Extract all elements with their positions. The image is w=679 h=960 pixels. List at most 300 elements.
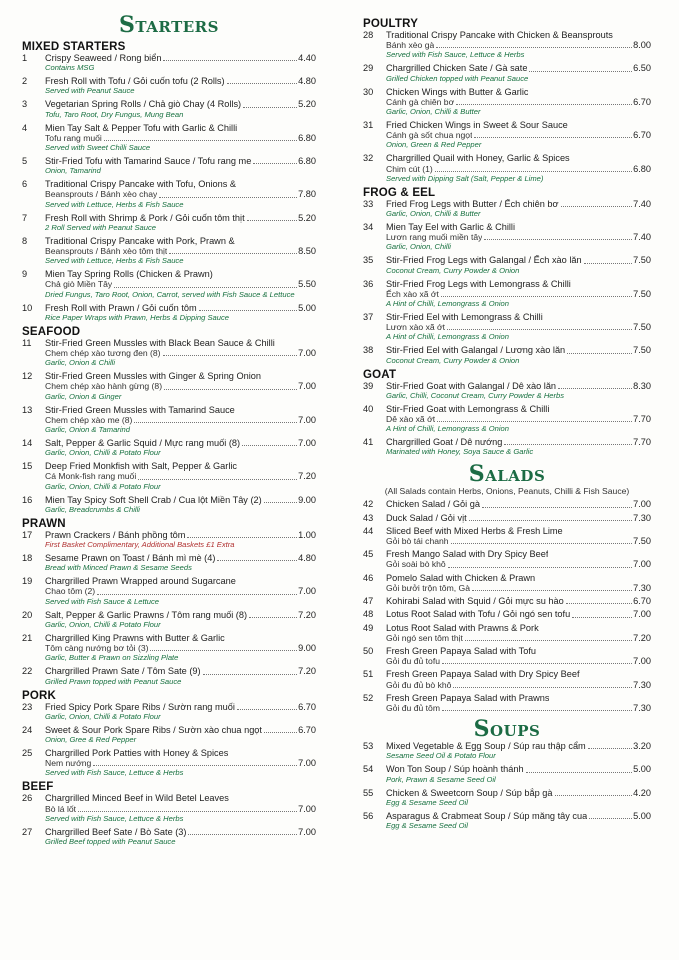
item-description: Garlic, Onion, Chilli & Potato Flour: [45, 481, 161, 491]
dot-leader: [453, 686, 632, 688]
dot-leader: [249, 616, 297, 618]
item-name: Fresh Green Papaya Salad with Tofu: [386, 645, 536, 656]
salads-list: [363, 499, 651, 713]
menu-item: [363, 513, 651, 523]
menu-item: [363, 669, 651, 689]
item-number: 8: [22, 235, 28, 246]
menu-item: [363, 120, 651, 149]
item-number: 19: [22, 576, 33, 587]
dot-leader: [435, 170, 632, 172]
item-number: 37: [363, 312, 374, 323]
item-line: [45, 438, 316, 448]
dot-leader: [199, 309, 297, 311]
item-price: 8.30: [633, 380, 651, 391]
item-number: 21: [22, 632, 33, 643]
item-price: 7.00: [633, 656, 651, 667]
item-number: 29: [363, 63, 374, 74]
item-price: 4.80: [298, 76, 316, 87]
item-price: 5.00: [298, 302, 316, 313]
item-name: Chargrilled Prawn Wrapped around Sugarcane: [45, 576, 236, 587]
item-price: 8.00: [633, 40, 651, 51]
menu-item: [22, 269, 316, 298]
item-line: [45, 748, 316, 758]
item-name: Stir-Fried Eel with Galangal / Lương xào lăn: [386, 345, 566, 356]
item-number: 12: [22, 371, 33, 382]
menu-item: [22, 179, 316, 208]
item-description: Sesame Seed Oil & Potato Flour: [386, 751, 496, 761]
item-name: Asparagus & Crabmeat Soup / Súp măng tây cua: [386, 810, 588, 821]
right-column: [363, 0, 651, 834]
item-price: 6.70: [633, 130, 651, 141]
item-description: A Hint of Chilli, Lemongrass & Onion: [386, 299, 509, 309]
item-body: [45, 303, 316, 322]
menu-item: [22, 553, 316, 572]
dot-leader: [93, 764, 297, 766]
item-description: Onion, Gree & Red Pepper: [45, 734, 137, 744]
item-line: [45, 666, 316, 676]
item-vietnamese-name: Chả giò Miền Tây: [45, 279, 113, 290]
item-description: Served with Sweet Chilli Sauce: [45, 143, 151, 153]
item-price: 7.00: [298, 586, 316, 597]
item-body: [45, 99, 316, 118]
item-line: [386, 788, 651, 798]
item-line: [386, 583, 651, 593]
menu-item: [22, 303, 316, 322]
item-vietnamese-name: Nem nướng: [45, 758, 92, 769]
item-number: 50: [363, 645, 374, 656]
item-name: Chargrilled Quail with Honey, Garlic & Spices: [386, 153, 570, 164]
item-number: 26: [22, 793, 33, 804]
item-vietnamese-name: Beansprouts / Bánh xèo tôm thịt: [45, 246, 168, 257]
item-vietnamese-name: Gỏi ngó sen tôm thịt: [386, 632, 463, 643]
menu-item: [22, 666, 316, 685]
item-price: 7.50: [633, 288, 651, 299]
item-number: 23: [22, 701, 33, 712]
item-body: [386, 381, 651, 400]
item-description: Pork, Prawn & Sesame Seed Oil: [386, 774, 496, 784]
menu-item: [22, 236, 316, 265]
menu-item: [363, 30, 651, 59]
item-number: 14: [22, 438, 33, 449]
item-body: [386, 741, 651, 760]
menu-item: [363, 199, 651, 218]
item-name: Chargrilled Minced Beef in Wild Betel Leaves: [45, 793, 229, 804]
item-number: 30: [363, 86, 374, 97]
menu-item: [22, 76, 316, 95]
item-price: 7.70: [633, 437, 651, 448]
item-line: [45, 338, 316, 348]
item-description: Onion, Green & Red Pepper: [386, 140, 482, 150]
item-number: 7: [22, 212, 28, 223]
dot-leader: [169, 252, 297, 254]
item-description: Garlic, Onion, Chilli: [386, 242, 451, 252]
dot-leader: [253, 162, 297, 164]
item-description: Garlic, Onion & Chilli: [45, 358, 116, 368]
item-line: [386, 222, 651, 232]
item-number: 11: [22, 337, 32, 348]
dot-leader: [264, 501, 297, 503]
item-vietnamese-name: Ếch xào xã ớt: [386, 288, 439, 299]
item-body: [45, 338, 316, 367]
menu-item: [363, 693, 651, 713]
item-body: [45, 748, 316, 777]
item-line: [386, 153, 651, 163]
beef-list: [22, 793, 316, 846]
item-number: 51: [363, 669, 374, 680]
item-description: Served with Dipping Salt (Salt, Pepper & Lime): [386, 173, 544, 183]
item-line: [386, 345, 651, 355]
item-number: 17: [22, 529, 33, 540]
item-line: [386, 120, 651, 130]
menu-item: [363, 741, 651, 760]
item-number: 15: [22, 461, 33, 472]
seafood-list: [22, 338, 316, 514]
item-line: [386, 526, 651, 536]
item-line: [386, 609, 651, 619]
item-name: Chargrilled Beef Sate / Bò Sate (3): [45, 826, 187, 837]
item-line: [45, 213, 316, 223]
dot-leader: [558, 387, 632, 389]
item-number: 10: [22, 302, 33, 313]
item-price: 5.00: [633, 810, 651, 821]
item-vietnamese-name: Dê xào xã ớt: [386, 414, 436, 425]
item-description: Grilled Prawn topped with Peanut Sauce: [45, 676, 182, 686]
item-description: Dried Fungus, Taro Root, Onion, Carrot, served with Fish Sauce & Lettuce: [45, 289, 295, 299]
item-number: 36: [363, 278, 374, 289]
dot-leader: [442, 662, 632, 664]
item-line: [45, 303, 316, 313]
item-line: [386, 680, 651, 690]
item-price: 1.00: [298, 529, 316, 540]
item-price: 5.00: [633, 764, 651, 775]
item-price: 7.00: [298, 414, 316, 425]
item-line: [386, 289, 651, 299]
item-line: [45, 793, 316, 803]
item-name: Mien Tay Spring Rolls (Chicken & Prawn): [45, 269, 213, 280]
item-name: Mien Tay Spicy Soft Shell Crab / Cua lột Miền Tây (2): [45, 494, 262, 505]
item-body: [45, 269, 316, 298]
item-price: 7.40: [633, 232, 651, 243]
item-name: Mien Tay Eel with Garlic & Chilli: [386, 222, 516, 233]
item-description: Onion, Tamarind: [45, 166, 101, 176]
menu-item: [363, 153, 651, 182]
item-name: Traditional Crispy Pancake with Chicken & Beansprouts: [386, 30, 613, 40]
item-body: [386, 526, 651, 546]
item-line: [386, 130, 651, 140]
item-number: 45: [363, 549, 374, 560]
dot-leader: [97, 593, 297, 595]
item-description: Garlic, Onion, Chilli & Potato Flour: [45, 619, 161, 629]
item-vietnamese-name: Tofu rang muối: [45, 132, 102, 143]
item-price: 7.20: [298, 471, 316, 482]
item-line: [386, 764, 651, 774]
item-description: Egg & Sesame Seed Oil: [386, 797, 468, 807]
menu-item: [22, 748, 316, 777]
item-price: 7.50: [633, 322, 651, 333]
item-name: Crispy Seaweed / Rong biển: [45, 53, 162, 63]
item-name: Prawn Crackers / Bánh phồng tôm: [45, 529, 186, 540]
item-body: [386, 811, 651, 830]
dot-leader: [436, 46, 632, 48]
item-line: [386, 811, 651, 821]
item-price: 7.20: [298, 609, 316, 620]
dot-leader: [104, 139, 297, 141]
item-number: 44: [363, 525, 374, 536]
soups-list: [363, 741, 651, 830]
menu-item: [363, 549, 651, 569]
item-number: 3: [22, 99, 28, 110]
dot-leader: [264, 731, 297, 733]
menu-item: [22, 338, 316, 367]
item-description: Garlic, Breadcrumbs & Chilli: [45, 504, 140, 514]
item-line: [386, 164, 651, 174]
item-vietnamese-name: Chem chép xào tương đen (8): [45, 348, 161, 359]
item-price: 7.00: [298, 348, 316, 359]
item-name: Stir-Fried Green Mussles with Black Bean Sauce & Chilli: [45, 337, 275, 348]
item-line: [45, 702, 316, 712]
item-vietnamese-name: Tôm càng nướng bơ tỏi (3): [45, 643, 149, 654]
item-price: 7.00: [633, 609, 651, 620]
item-line: [45, 348, 316, 358]
dot-leader: [163, 59, 297, 61]
item-price: 7.00: [298, 381, 316, 392]
item-name: Stir-Fried Eel with Lemongrass & Chilli: [386, 312, 543, 323]
section-prawn: PRAWN: [22, 517, 66, 530]
menu-item: [363, 345, 651, 364]
item-price: 7.00: [298, 826, 316, 837]
item-vietnamese-name: Gỏi soài bò khô: [386, 559, 446, 570]
dot-leader: [482, 506, 632, 508]
item-body: [386, 549, 651, 569]
item-description: Grilled Chicken topped with Peanut Sauce: [386, 73, 529, 83]
dot-leader: [442, 709, 632, 711]
item-name: Sesame Prawn on Toast / Bánh mì mè (4): [45, 553, 216, 564]
item-price: 7.20: [633, 632, 651, 643]
frog-eel-list: [363, 199, 651, 365]
menu-item: [363, 788, 651, 807]
item-vietnamese-name: Lươn xào xã ớt: [386, 322, 446, 333]
item-number: 34: [363, 222, 374, 233]
item-number: 2: [22, 76, 28, 87]
item-name: Fresh Roll with Tofu / Gỏi cuốn tofu (2 Rolls): [45, 76, 225, 87]
dot-leader: [237, 708, 297, 710]
item-price: 9.00: [298, 494, 316, 505]
item-line: [45, 53, 316, 63]
item-description: Garlic, Onion, Chilli & Butter: [386, 107, 481, 117]
item-name: Stir-Fried Tofu with Tamarind Sauce / Tofu rang me: [45, 156, 252, 167]
item-name: Fresh Roll with Prawn / Gỏi cuốn tôm: [45, 302, 197, 313]
item-description: Rice Paper Wraps with Prawn, Herbs & Dipping Sauce: [45, 312, 230, 322]
item-line: [386, 97, 651, 107]
dot-leader: [150, 649, 297, 651]
item-number: 5: [22, 156, 28, 167]
dot-leader: [504, 443, 632, 445]
item-price: 7.00: [633, 499, 651, 510]
item-vietnamese-name: Gỏi đu đủ tofu: [386, 656, 440, 667]
item-description: Garlic, Onion & Tamarind: [45, 425, 130, 435]
item-line: [45, 189, 316, 199]
item-number: 4: [22, 122, 28, 133]
menu-item: [363, 646, 651, 666]
item-name: Fresh Green Papaya Salad with Dry Spicy Beef: [386, 669, 580, 680]
goat-list: [363, 381, 651, 457]
item-body: [386, 596, 651, 606]
item-line: [45, 269, 316, 279]
item-name: Fried Chicken Wings in Sweet & Sour Sauce: [386, 120, 568, 131]
item-name: Chicken Salad / Gỏi gà: [386, 499, 480, 510]
menu-item: [22, 576, 316, 605]
item-description: Served with Fish Sauce, Lettuce & Herbs: [386, 50, 525, 60]
item-number: 20: [22, 609, 33, 620]
item-number: 42: [363, 499, 374, 510]
item-name: Sweet & Sour Pork Spare Ribs / Sườn xào chua ngọt: [45, 724, 262, 735]
item-body: [45, 438, 316, 457]
item-number: 56: [363, 810, 374, 821]
item-price: 7.00: [298, 803, 316, 814]
item-description: Garlic, Butter & Prawn on Sizzling Plate: [45, 653, 179, 663]
dot-leader: [188, 833, 297, 835]
item-number: 31: [363, 120, 374, 131]
menu-item: [363, 609, 651, 619]
item-line: [45, 405, 316, 415]
item-line: [386, 646, 651, 656]
item-price: 6.70: [633, 96, 651, 107]
item-name: Lotus Root Salad with Tofu / Gỏi ngó sen tofu: [386, 609, 571, 620]
item-line: [386, 656, 651, 666]
item-body: [386, 153, 651, 182]
item-line: [386, 40, 651, 50]
item-price: 5.20: [298, 99, 316, 110]
item-line: [386, 322, 651, 332]
menu-item: [363, 381, 651, 400]
item-body: [386, 120, 651, 149]
dot-leader: [242, 444, 297, 446]
item-line: [45, 76, 316, 86]
item-number: 33: [363, 198, 374, 209]
item-number: 54: [363, 764, 374, 775]
item-number: 48: [363, 609, 374, 620]
item-body: [45, 213, 316, 232]
menu-item: [22, 633, 316, 662]
item-name: Salt, Pepper & Garlic Squid / Mực rang muối (8): [45, 438, 241, 449]
item-number: 53: [363, 741, 374, 752]
item-line: [45, 633, 316, 643]
menu-item: [363, 87, 651, 116]
item-name: Mixed Vegetable & Egg Soup / Súp rau thập cẩm: [386, 741, 586, 752]
section-seafood: SEAFOOD: [22, 325, 81, 338]
item-price: 7.00: [298, 438, 316, 449]
menu-item: [22, 461, 316, 490]
item-body: [386, 255, 651, 274]
poultry-list: [363, 30, 651, 183]
item-name: Stir-Fried Goat with Lemongrass & Chilli: [386, 403, 550, 414]
item-price: 4.20: [633, 787, 651, 798]
item-body: [386, 63, 651, 82]
item-description: First Basket Complimentary, Additional Baskets £1 Extra: [45, 540, 235, 550]
item-body: [45, 405, 316, 434]
item-number: 27: [22, 826, 33, 837]
item-body: [45, 495, 316, 514]
item-line: [45, 156, 316, 166]
item-number: 43: [363, 512, 374, 523]
item-line: [45, 461, 316, 471]
item-body: [45, 236, 316, 265]
item-price: 7.50: [633, 255, 651, 266]
dot-leader: [437, 420, 632, 422]
item-name: Traditional Crispy Pancake with Tofu, Onions &: [45, 179, 236, 190]
starters-title: Starters: [119, 12, 219, 38]
dot-leader: [217, 559, 297, 561]
item-description: Coconut Cream, Curry Powder & Onion: [386, 355, 520, 365]
item-line: [386, 232, 651, 242]
menu-item: [22, 371, 316, 400]
item-name: Lotus Root Salad with Prawns & Pork: [386, 622, 539, 633]
item-vietnamese-name: Gỏi đu đủ bò khô: [386, 679, 452, 690]
item-price: 8.50: [298, 246, 316, 257]
item-price: 4.40: [298, 53, 316, 63]
item-line: [386, 404, 651, 414]
item-line: [386, 30, 651, 40]
item-name: Chargrilled Prawn Sate / Tôm Sate (9): [45, 666, 201, 677]
item-price: 5.20: [298, 212, 316, 223]
menu-item: [363, 222, 651, 251]
item-body: [386, 222, 651, 251]
menu-item: [22, 99, 316, 118]
item-description: Garlic, Onion, Chilli & Butter: [386, 209, 481, 219]
item-price: 7.30: [633, 702, 651, 713]
dot-leader: [456, 103, 632, 105]
item-description: A Hint of Chilli, Lemongrass & Onion: [386, 424, 509, 434]
item-price: 6.70: [633, 596, 651, 607]
item-number: 35: [363, 255, 374, 266]
item-line: [386, 513, 651, 523]
menu-item: [363, 279, 651, 308]
dot-leader: [529, 70, 632, 72]
dot-leader: [247, 219, 297, 221]
item-number: 13: [22, 404, 33, 415]
item-number: 41: [363, 437, 374, 448]
item-line: [45, 133, 316, 143]
item-line: [386, 279, 651, 289]
item-line: [45, 123, 316, 133]
item-line: [45, 530, 316, 540]
item-price: 7.30: [633, 679, 651, 690]
item-description: A Hint of Chilli, Lemongrass & Onion: [386, 332, 509, 342]
dot-leader: [441, 295, 632, 297]
item-name: Won Ton Soup / Súp hoành thánh: [386, 764, 524, 775]
item-name: Chicken & Sweetcorn Soup / Súp bắp gà: [386, 787, 553, 798]
dot-leader: [465, 639, 632, 641]
item-name: Duck Salad / Gỏi vịt: [386, 512, 467, 523]
left-column: [22, 0, 316, 850]
item-name: Fresh Roll with Shrimp & Pork / Gỏi cuốn tôm thịt: [45, 212, 245, 223]
item-name: Fresh Green Papaya Salad with Prawns: [386, 692, 550, 703]
item-line: [45, 553, 316, 563]
item-price: 6.70: [298, 701, 316, 712]
menu-item: [363, 623, 651, 643]
item-line: [386, 312, 651, 322]
item-line: [386, 499, 651, 509]
item-description: Marinated with Honey, Soya Sauce & Garlic: [386, 447, 534, 457]
item-body: [386, 345, 651, 364]
item-line: [386, 255, 651, 265]
item-description: Served with Fish Sauce, Lettuce & Herbs: [45, 813, 184, 823]
item-price: 6.80: [298, 156, 316, 167]
item-line: [386, 87, 651, 97]
item-line: [45, 495, 316, 505]
item-name: Pomelo Salad with Chicken & Prawn: [386, 572, 536, 583]
item-vietnamese-name: Beansprouts / Bánh xèo chay: [45, 189, 158, 200]
